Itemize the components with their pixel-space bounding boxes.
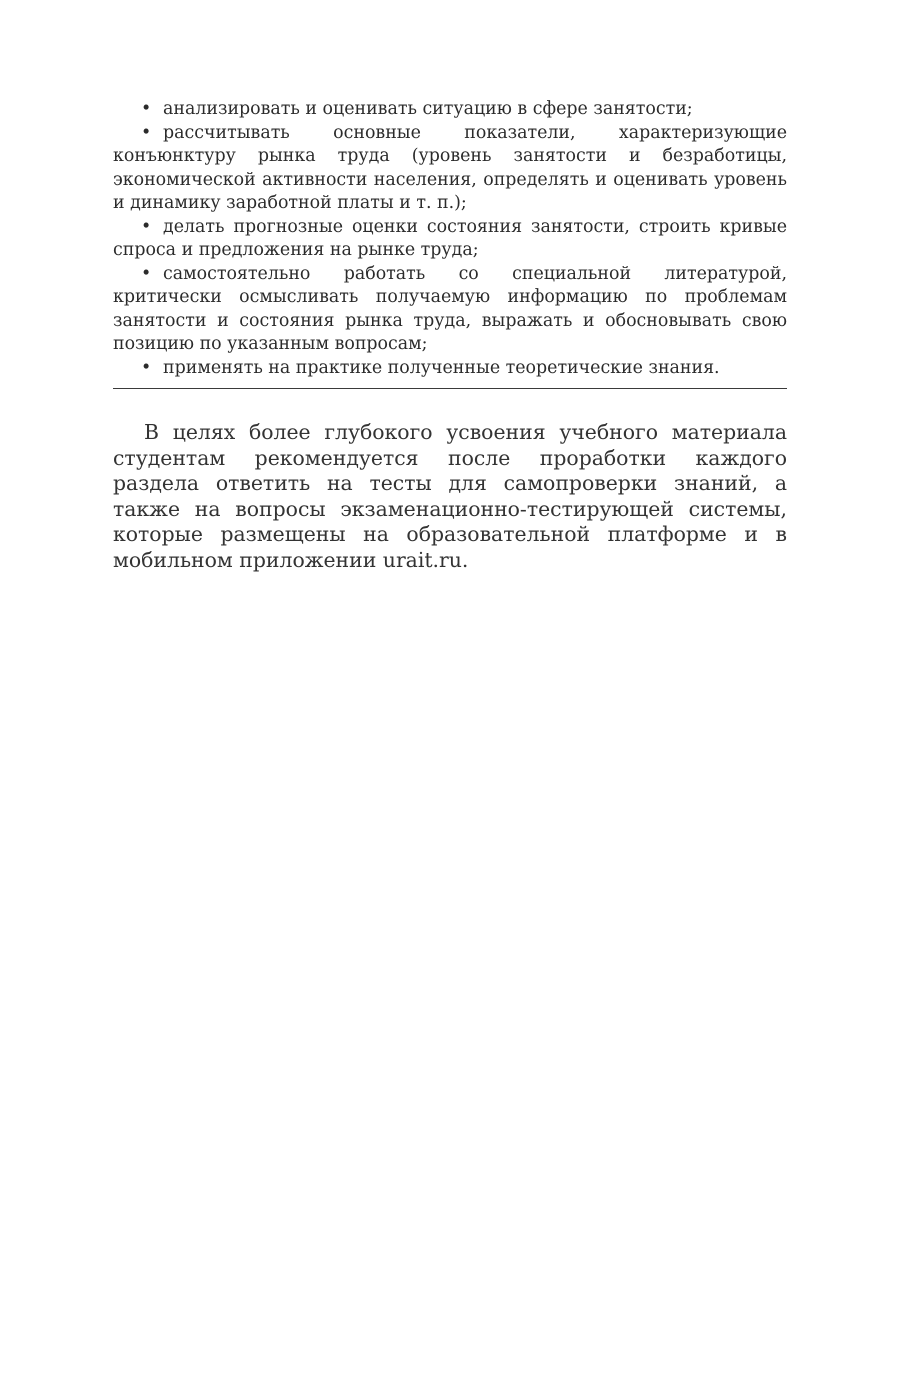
list-item bbox=[113, 357, 787, 381]
list-item-text: анализировать и оценивать ситуацию в сфере занятости; bbox=[163, 99, 693, 119]
list-item bbox=[113, 98, 787, 122]
bullet-icon: • bbox=[141, 216, 152, 237]
skills-list bbox=[113, 98, 787, 380]
recommendation-paragraph: В целях более глубокого усвоения учебного материала студентам рекомендуется после проработки каждого раздела ответить на тесты для самопроверки знаний, а также на вопросы экзаменационно-тестирующей системы, которые размещены на образовательной платформе и в мобильном приложении urait.ru. bbox=[113, 420, 787, 572]
list-item bbox=[113, 263, 787, 357]
page-content bbox=[113, 98, 787, 574]
section-divider bbox=[113, 388, 787, 389]
bullet-icon: • bbox=[141, 99, 152, 119]
list-item-text: применять на практике полученные теоретические знания. bbox=[163, 357, 720, 378]
bullet-icon: • bbox=[141, 122, 152, 143]
list-item-text: делать прогнозные оценки состояния занятости, строить кривые спроса и предложения на рынке труда; bbox=[113, 216, 787, 260]
bullet-icon: • bbox=[141, 357, 152, 378]
list-item-text: рассчитывать основные показатели, характеризующие конъюнктуру рынка труда (уровень занятости и безработицы, экономической активности населения, определять и оценивать уровень и динамику заработной платы и т. п.); bbox=[113, 122, 787, 213]
list-item bbox=[113, 216, 787, 263]
list-item bbox=[113, 122, 787, 216]
bullet-icon: • bbox=[141, 263, 152, 284]
list-item-text: самостоятельно работать со специальной литературой, критически осмысливать получаемую информацию по проблемам занятости и состояния рынка труда, выражать и обосновывать свою позицию по указанным вопросам; bbox=[113, 263, 787, 354]
